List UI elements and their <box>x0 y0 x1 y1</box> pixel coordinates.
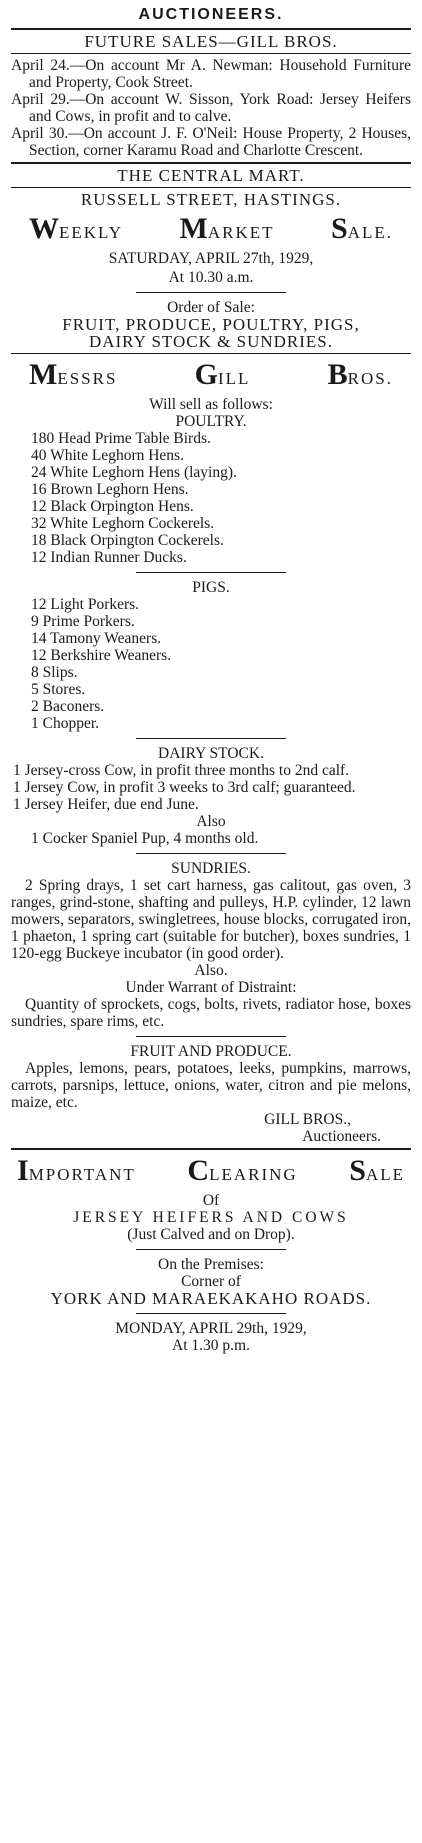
clearing-sub: (Just Calved and on Drop). <box>127 1226 295 1243</box>
sundries-text: 2 Spring drays, 1 set cart harness, gas calitout, gas oven, 3 ranges, grind-stone, shafting and pulleys, H.P. cylinder, 12 lawn mowers, separators, swingletrees, house blocks, corrugated iron, 1 phaeton, 1 spring cart (suitable for butcher), boxes sundries, 1 120-egg Buckeye incubator (in good order). <box>11 877 411 962</box>
list-item: 8 Slips. <box>31 664 78 681</box>
future-sale-item: April 30.—On account J. F. O'Neil: House Property, 2 Houses, Section, corner Karamu Road and Charlotte Crescent. <box>11 125 411 159</box>
dairy-list <box>11 762 411 813</box>
order-label: Order of Sale: <box>167 299 255 316</box>
list-item: 12 Indian Runner Ducks. <box>31 549 187 566</box>
also-label: Also. <box>194 962 228 979</box>
display-word: MARKET <box>179 212 275 245</box>
divider <box>11 353 411 354</box>
list-item: 180 Head Prime Table Birds. <box>31 430 211 447</box>
future-sales-title: FUTURE SALES—GILL BROS. <box>84 32 338 51</box>
pigs-title: PIGS. <box>192 579 230 596</box>
roads-line: YORK AND MARAEKAKAHO ROADS. <box>50 1289 372 1308</box>
section-header: AUCTIONEERS. <box>138 6 284 23</box>
list-item: 2 Baconers. <box>31 698 105 715</box>
display-word: IMPORTANT <box>17 1154 136 1187</box>
also-label: Also <box>196 813 226 830</box>
list-item: 1 Jersey-cross Cow, in profit three months to 2nd calf. <box>13 762 350 779</box>
list-item: 1 Jersey Heifer, due end June. <box>13 796 199 813</box>
list-item: 18 Black Orpington Cockerels. <box>31 532 224 549</box>
divider <box>136 738 286 739</box>
list-item: 9 Prime Porkers. <box>31 613 135 630</box>
sundries-title: SUNDRIES. <box>171 860 251 877</box>
clearing-date: MONDAY, APRIL 29th, 1929, <box>115 1320 307 1337</box>
premises-label: On the Premises: <box>158 1256 264 1273</box>
warrant-label: Under Warrant of Distraint: <box>125 979 297 996</box>
corner-label: Corner of <box>181 1273 241 1290</box>
display-word: WEEKLY <box>29 212 124 245</box>
order-line: FRUIT, PRODUCE, POULTRY, PIGS, <box>62 315 360 334</box>
list-item: 32 White Leghorn Cockerels. <box>31 515 215 532</box>
of-label: Of <box>202 1192 220 1209</box>
list-item: 40 White Leghorn Hens. <box>31 447 184 464</box>
signature-name: GILL BROS., <box>264 1111 351 1128</box>
divider <box>11 28 411 30</box>
mart-street: RUSSELL STREET, HASTINGS. <box>80 190 342 209</box>
list-item: 1 Cocker Spaniel Pup, 4 months old. <box>31 830 259 847</box>
poultry-list <box>11 430 411 566</box>
future-sale-item: April 29.—On account W. Sisson, York Road: Jersey Heifers and Cows, in profit and to calve. <box>11 91 411 125</box>
list-item: 16 Brown Leghorn Hens. <box>31 481 189 498</box>
fruit-title: FRUIT AND PRODUCE. <box>130 1043 292 1060</box>
display-word: MESSRS <box>29 358 118 391</box>
dairy-title: DAIRY STOCK. <box>158 745 264 762</box>
divider <box>11 1148 411 1150</box>
divider <box>136 1036 286 1037</box>
display-word: SALE. <box>331 212 393 245</box>
divider <box>136 1313 286 1314</box>
divider <box>11 53 411 54</box>
divider <box>136 853 286 854</box>
divider <box>11 162 411 164</box>
list-item: 24 White Leghorn Hens (laying). <box>31 464 237 481</box>
list-item: 12 Light Porkers. <box>31 596 140 613</box>
list-item: 14 Tamony Weaners. <box>31 630 162 647</box>
display-word: GILL <box>194 358 251 391</box>
display-word: SALE <box>349 1154 405 1187</box>
display-word: CLEARING <box>187 1154 298 1187</box>
divider <box>136 1249 286 1250</box>
poultry-title: POULTRY. <box>175 413 247 430</box>
will-sell-line: Will sell as follows: <box>149 396 273 413</box>
list-item: 5 Stores. <box>31 681 86 698</box>
pigs-list <box>11 596 411 732</box>
display-word: BROS. <box>327 358 393 391</box>
divider <box>136 292 286 293</box>
order-line: DAIRY STOCK & SUNDRIES. <box>88 332 334 351</box>
advertisement-page <box>11 0 411 1354</box>
mart-title: THE CENTRAL MART. <box>117 166 305 185</box>
list-item: 12 Black Orpington Hens. <box>31 498 194 515</box>
signature-title: Auctioneers. <box>302 1128 381 1145</box>
clearing-time: At 1.30 p.m. <box>172 1337 250 1354</box>
messrs-gill-bros-heading <box>11 360 411 390</box>
future-sale-item: April 24.—On account Mr A. Newman: Household Furniture and Property, Cook Street. <box>11 57 411 91</box>
sale-date: SATURDAY, APRIL 27th, 1929, <box>108 250 314 267</box>
clearing-sale-heading <box>11 1156 411 1186</box>
weekly-market-sale-heading <box>11 214 411 244</box>
clearing-what: JERSEY HEIFERS AND COWS <box>73 1209 349 1226</box>
sale-time: At 10.30 a.m. <box>168 269 254 286</box>
list-item: 1 Chopper. <box>31 715 100 732</box>
fruit-text: Apples, lemons, pears, potatoes, leeks, pumpkins, marrows, carrots, parsnips, lettuce, onions, water, citron and pie melons, maize, etc. <box>11 1060 411 1111</box>
list-item: 1 Jersey Cow, in profit 3 weeks to 3rd calf; guaranteed. <box>13 779 356 796</box>
future-sales-list <box>11 57 411 159</box>
divider <box>11 187 411 188</box>
divider <box>136 572 286 573</box>
list-item: 12 Berkshire Weaners. <box>31 647 172 664</box>
warrant-text: Quantity of sprockets, cogs, bolts, rivets, radiator hose, boxes sundries, spare rims, etc. <box>11 996 411 1030</box>
